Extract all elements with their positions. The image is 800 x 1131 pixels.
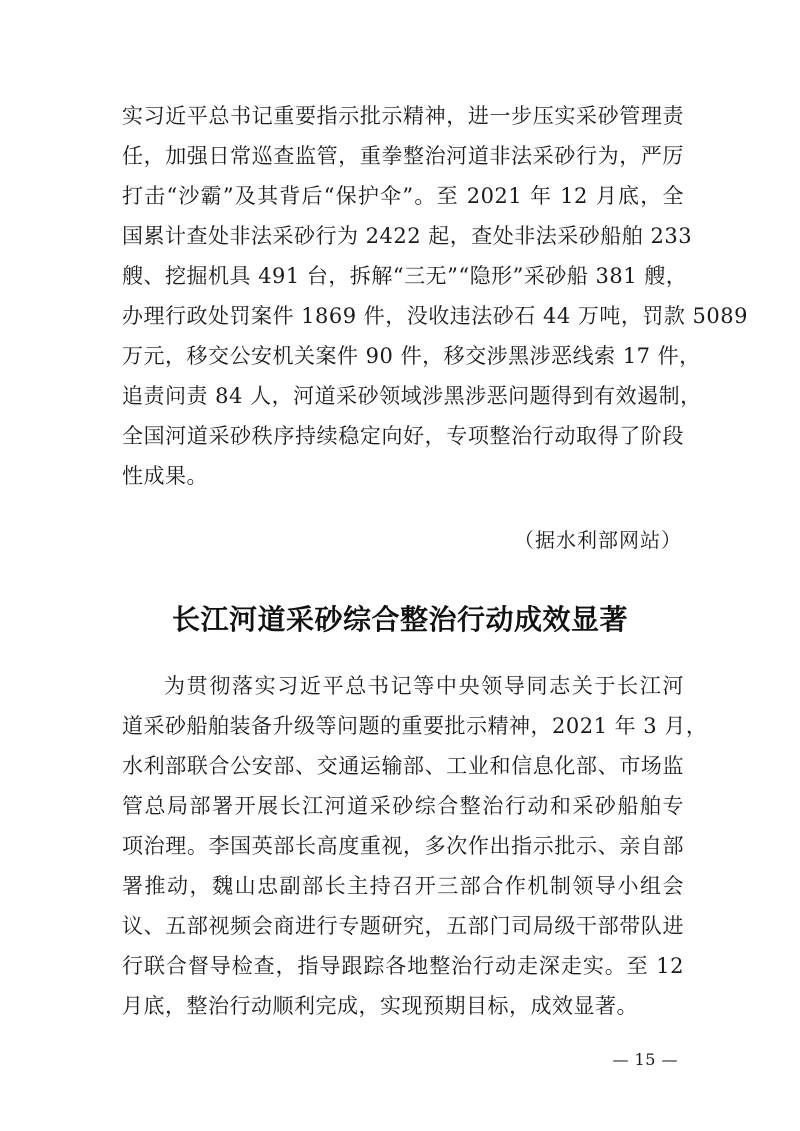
text-line: 行联合督导检查，指导跟踪各地整治行动走深走实。至 12 <box>122 954 684 978</box>
text-line: 道采砂船舶装备升级等问题的重要批示精神，2021 年 3 月， <box>122 714 708 738</box>
text-line: 项治理。李国英部长高度重视，多次作出指示批示、亲自部 <box>122 834 684 858</box>
paragraph-continued <box>122 96 748 496</box>
text-line: 性成果。 <box>122 464 208 488</box>
source-attribution: （据水利部网站） <box>514 528 682 552</box>
text-line: 任，加强日常巡查监管，重拳整治河道非法采砂行为，严厉 <box>122 144 684 168</box>
article-title: 长江河道采砂综合整治行动成效显著 <box>171 603 628 636</box>
text-line: 万元，移交公安机关案件 90 件，移交涉黑涉恶线索 17 件， <box>122 344 701 368</box>
text-line: 管总局部署开展长江河道采砂综合整治行动和采砂船舶专 <box>122 794 684 818</box>
text-line: 全国河道采砂秩序持续稳定向好，专项整治行动取得了阶段 <box>122 424 684 448</box>
text-line: 议、五部视频会商进行专题研究，五部门司局级干部带队进 <box>122 914 684 938</box>
text-line: 艘、挖掘机具 491 台，拆解“三无”“隐形”采砂船 381 艘， <box>122 264 688 288</box>
text-line: 水利部联合公安部、交通运输部、工业和信息化部、市场监 <box>122 754 684 778</box>
article-body <box>122 666 708 1026</box>
page-number: — 15 — <box>612 1050 678 1069</box>
text-line: 为贯彻落实习近平总书记等中央领导同志关于长江河 <box>164 674 684 698</box>
text-line: 月底，整治行动顺利完成，实现预期目标，成效显著。 <box>122 994 638 1018</box>
text-line: 追责问责 84 人，河道采砂领域涉黑涉恶问题得到有效遏制， <box>122 384 702 408</box>
text-line: 署推动，魏山忠副部长主持召开三部合作机制领导小组会 <box>122 874 684 898</box>
text-line: 实习近平总书记重要指示批示精神，进一步压实采砂管理责 <box>122 104 684 128</box>
text-line: 办理行政处罚案件 1869 件，没收违法砂石 44 万吨，罚款 5089 <box>122 304 748 328</box>
text-line: 国累计查处非法采砂行为 2422 起，查处非法采砂船舶 233 <box>122 224 693 248</box>
text-line: 打击“沙霸”及其背后“保护伞”。至 2021 年 12 月底，全 <box>122 184 684 208</box>
